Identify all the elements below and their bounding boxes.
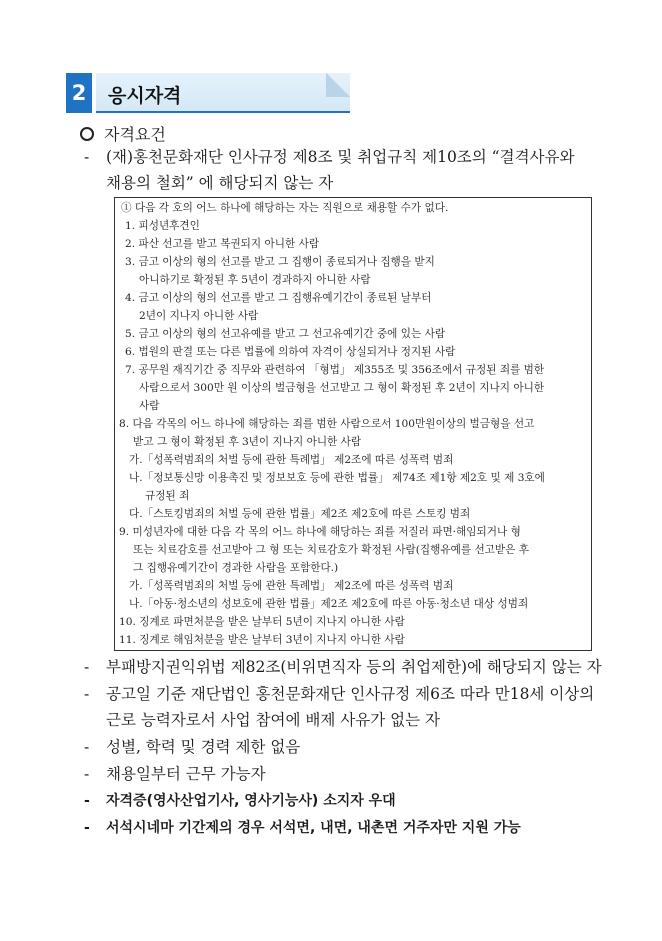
law-line: 규정된 죄 [145, 490, 190, 502]
hollow-circle-icon [80, 127, 94, 141]
law-line: 나.「아동·청소년의 성보호에 관한 법률」제2조 제2호에 따른 아동·청소년 대상 성범죄 [129, 598, 529, 610]
requirement-1-text: 부패방지권익위법 제82조(비위면직자 등의 취업제한)에 해당되지 않는 자 [106, 658, 602, 676]
intro-text-1: (재)홍천문화재단 인사규정 제8조 및 취업규칙 제10조의 “결격사유와 [106, 148, 575, 166]
dash-bullet: - [84, 765, 90, 783]
law-line: 11. 징계로 해임처분을 받은 날부터 3년이 지나지 아니한 사람 [119, 634, 405, 646]
requirement-2 [84, 681, 594, 707]
law-line: 2. 파산 선고를 받고 복권되지 아니한 사람 [125, 238, 320, 250]
law-line: 사람으로서 300만 원 이상의 벌금형을 선고받고 그 형이 확정된 후 2년이 지나지 아니한 [139, 382, 545, 394]
requirement-2-text-b: 근로 능력자로서 사업 참여에 배제 사유가 없는 자 [106, 711, 440, 729]
requirement-1 [84, 654, 602, 680]
regulation-excerpt-box [114, 197, 592, 651]
law-line: 5. 금고 이상의 형의 선고유예를 받고 그 선고유예기간 중에 있는 사람 [125, 328, 446, 340]
requirement-5-text: 자격증(영사산업기사, 영사기능사) 소지자 우대 [106, 793, 396, 809]
intro-text-2: 채용의 철회” 에 해당되지 않는 자 [106, 174, 334, 192]
law-line: ① 다음 각 호의 어느 하나에 해당하는 자는 직원으로 채용할 수가 없다. [121, 202, 449, 214]
section-underline [96, 111, 350, 113]
law-line: 그 집행유예기간이 경과한 사람을 포함한다.) [133, 562, 339, 574]
law-line: 4. 금고 이상의 형의 선고를 받고 그 집행유예기간이 종료된 날부터 [125, 292, 432, 304]
requirement-3-text: 성별, 학력 및 경력 제한 없음 [106, 738, 301, 756]
dash-bullet: - [84, 148, 90, 166]
intro-line-1 [84, 144, 574, 170]
section-header [66, 73, 350, 113]
law-line: 3. 금고 이상의 형의 선고를 받고 그 집행이 종료되거나 집행을 받지 [125, 256, 435, 268]
section-number: 2 [66, 73, 92, 113]
subsection-heading [80, 122, 166, 145]
law-line: 사람 [139, 400, 160, 412]
law-line: 받고 그 형이 확정된 후 3년이 지나지 아니한 사람 [133, 436, 362, 448]
law-line: 10. 징계로 파면처분을 받은 날부터 5년이 지나지 아니한 사람 [119, 616, 405, 628]
subsection-title: 자격요건 [104, 125, 166, 144]
law-line: 또는 치료감호를 선고받아 그 형 또는 치료감호가 확정된 사람(집행유예를 선고받은 후 [133, 544, 529, 556]
section-title: 응시자격 [108, 85, 182, 107]
page-fold-corner [326, 73, 350, 97]
law-line: 7. 공무원 재직기간 중 직무와 관련하여 「형법」 제355조 및 356조에서 규정된 죄를 범한 [125, 364, 545, 376]
law-line: 다.「스토킹범죄의 처벌 등에 관한 법률」제2조 제2호에 따른 스토킹 범죄 [129, 508, 471, 520]
dash-bullet: - [84, 793, 90, 809]
law-line: 나.「정보통신망 이용촉진 및 정보보호 등에 관한 법률」 제74조 제1항 제2호 및 제 3호에 [129, 472, 545, 484]
law-line: 6. 법원의 판결 또는 다른 법률에 의하여 자격이 상실되거나 정지된 사람 [125, 346, 456, 358]
law-line: 가.「성폭력범죄의 처벌 등에 관한 특례법」 제2조에 따른 성폭력 범죄 [129, 454, 454, 466]
requirement-6 [84, 815, 521, 841]
law-line: 아니하기로 확정된 후 5년이 경과하지 아니한 사람 [139, 274, 371, 286]
dash-bullet: - [84, 820, 90, 836]
dash-bullet: - [84, 658, 90, 676]
requirement-4 [84, 761, 266, 787]
law-line: 9. 미성년자에 대한 다음 각 목의 어느 하나에 해당하는 죄를 저질러 파면·해임되거나 형 [119, 526, 521, 538]
requirement-6-text: 서석시네마 기간제의 경우 서석면, 내면, 내촌면 거주자만 지원 가능 [106, 820, 521, 836]
section-title-box [96, 73, 350, 113]
dash-bullet: - [84, 685, 90, 703]
law-line: 2년이 지나지 아니한 사람 [139, 310, 259, 322]
law-line: 8. 다음 각목의 어느 하나에 해당하는 죄를 범한 사람으로서 100만원이상의 벌금형을 선고 [119, 418, 535, 430]
law-line: 가.「성폭력범죄의 처벌 등에 관한 특례법」 제2조에 따른 성폭력 범죄 [129, 580, 454, 592]
requirement-4-text: 채용일부터 근무 가능자 [106, 765, 266, 783]
law-line: 1. 피성년후견인 [125, 220, 200, 232]
requirement-3 [84, 734, 300, 760]
requirement-5 [84, 788, 396, 814]
requirement-2-text-a: 공고일 기준 재단법인 홍천문화재단 인사규정 제6조 따라 만18세 이상의 [106, 685, 595, 703]
dash-bullet: - [84, 738, 90, 756]
